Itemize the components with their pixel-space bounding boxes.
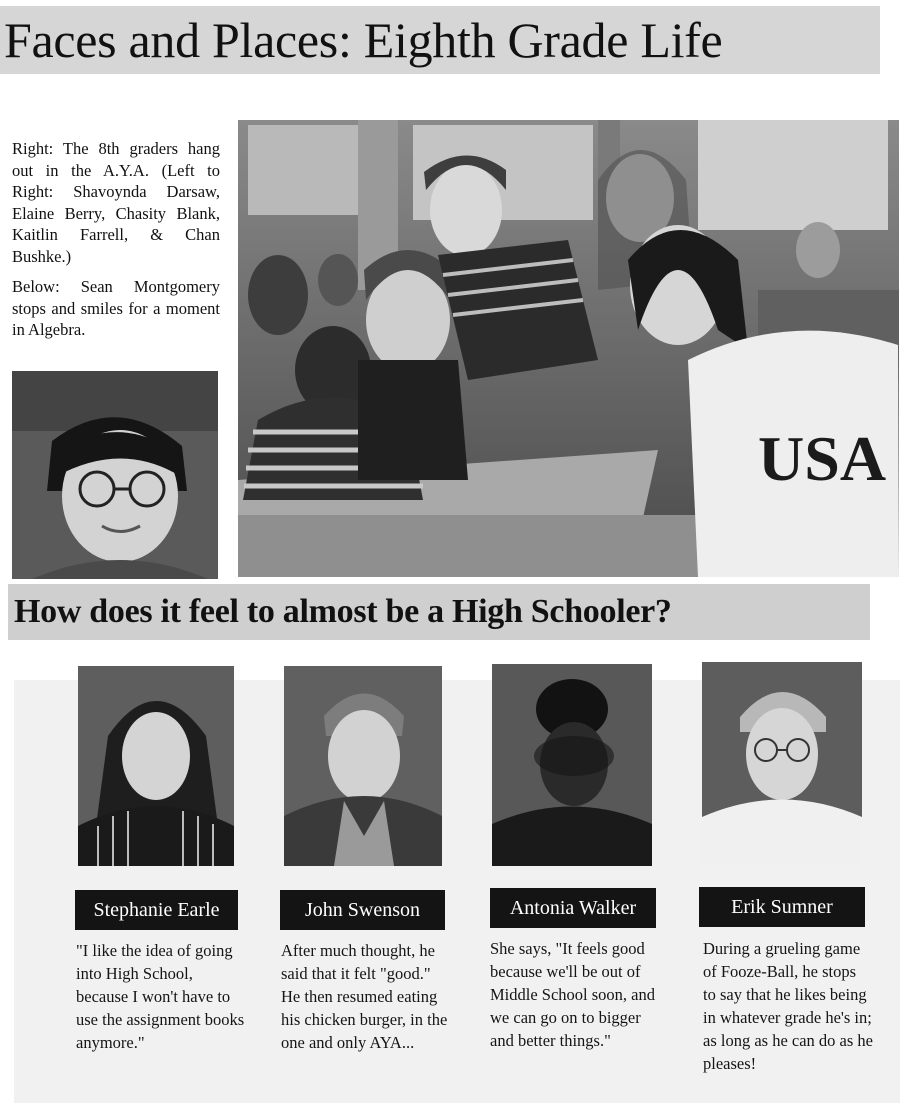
student-name: Erik Sumner <box>699 887 865 927</box>
group-photo <box>238 120 899 577</box>
portrait-image <box>78 666 234 866</box>
algebra-photo <box>12 371 218 579</box>
portrait-image <box>492 664 652 866</box>
student-quote: After much thought, he said that it felt "good." He then resumed eating his chicken burger, in the one and only AYA... <box>281 941 448 1052</box>
algebra-photo-image <box>12 371 218 579</box>
student-name: John Swenson <box>280 890 445 930</box>
student-name: Stephanie Earle <box>75 890 238 930</box>
title-band <box>0 6 880 74</box>
caption-right: Right: The 8th graders hang out in the A.Y.A. (Left to Right: Shavoynda Darsaw, Elaine Berry, Chasity Blank, Kaitlin Farrell, & Chan Bushke.) <box>12 139 220 266</box>
portrait-image <box>284 666 442 866</box>
student-quote: "I like the idea of going into High School, because I won't have to use the assignment books anymore." <box>76 941 245 1052</box>
portrait-john-swenson <box>284 666 442 866</box>
group-photo-image <box>238 120 899 577</box>
portrait-erik-sumner <box>702 662 862 864</box>
student-quote: She says, "It feels good because we'll be out of Middle School soon, and we can go on to bigger and better things." <box>490 939 655 1050</box>
question-heading: How does it feel to almost be a High Schooler? <box>14 593 672 630</box>
photo-captions <box>12 138 220 350</box>
student-quote: During a grueling game of Fooze-Ball, he stops to say that he likes being in whatever grade he's in; as long as he can do as he pleases! <box>703 939 873 1073</box>
portrait-stephanie-earle <box>78 666 234 866</box>
student-name: Antonia Walker <box>490 888 656 928</box>
portrait-antonia-walker <box>492 664 652 866</box>
portrait-image <box>702 662 862 864</box>
question-band <box>8 584 870 640</box>
caption-below: Below: Sean Montgomery stops and smiles for a moment in Algebra. <box>12 277 220 339</box>
page-title: Faces and Places: Eighth Grade Life <box>4 12 723 68</box>
usa-shirt-text: USA <box>758 423 887 494</box>
